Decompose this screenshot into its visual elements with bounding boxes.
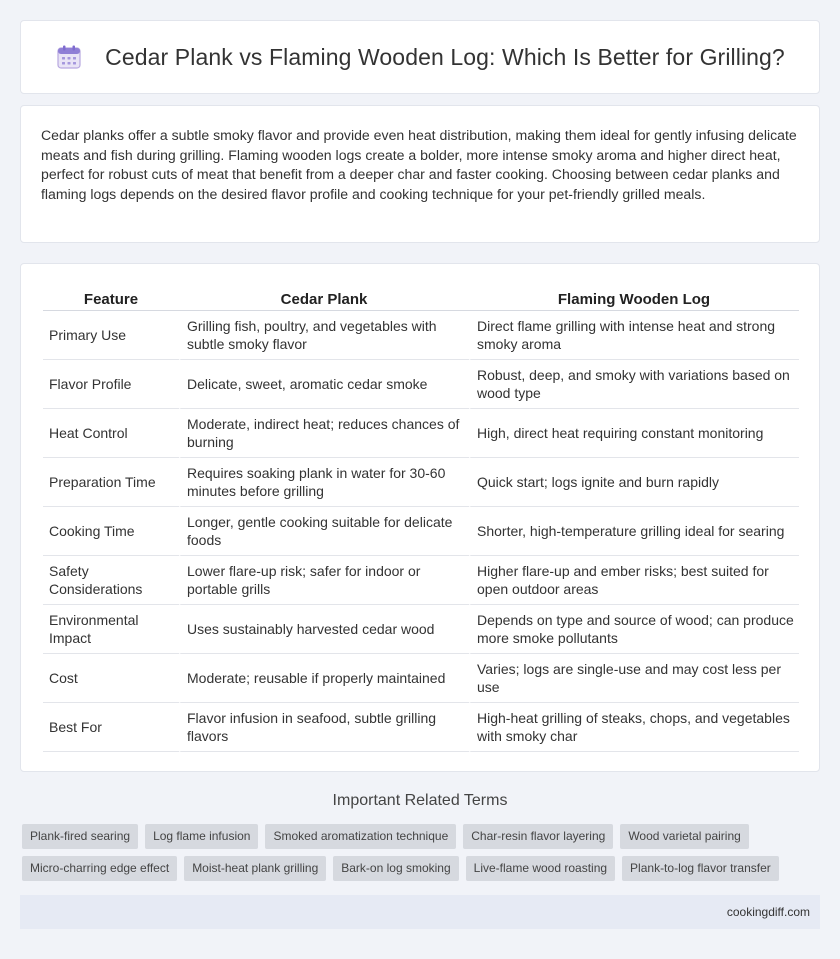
related-term-tag[interactable]: Bark-on log smoking [333, 856, 458, 881]
related-term-tag[interactable]: Plank-to-log flavor transfer [622, 856, 779, 881]
cedar-cell: Grilling fish, poultry, and vegetables with subtle smoky flavor [179, 311, 469, 360]
footer-site-link[interactable]: cookingdiff.com [726, 905, 810, 919]
table-row [43, 507, 799, 556]
comparison-table [43, 284, 799, 752]
page-title: Cedar Plank vs Flaming Wooden Log: Which Is Better for Grilling? [105, 43, 785, 70]
cedar-cell: Moderate; reusable if properly maintained [179, 654, 469, 703]
log-cell: High-heat grilling of steaks, chops, and vegetables with smoky char [469, 703, 799, 752]
log-cell: Higher flare-up and ember risks; best suited for open outdoor areas [469, 556, 799, 605]
comparison-table-card [20, 263, 820, 772]
table-row [43, 654, 799, 703]
title-card [20, 20, 820, 94]
log-cell: Direct flame grilling with intense heat and strong smoky aroma [469, 311, 799, 360]
intro-text: Cedar planks offer a subtle smoky flavor and provide even heat distribution, making them ideal for gently infusing delicate meats and fish during grilling. Flaming wooden logs create a bolder, more intense smoky aroma and higher direct heat, perfect for robust cuts of meat that benefit from a deeper char and faster cooking. Choosing between cedar planks and flaming logs depends on the desired flavor profile and cooking technique for your pet-friendly grilled meals. [41, 127, 797, 202]
header-flaming-log: Flaming Wooden Log [469, 284, 799, 311]
table-row [43, 605, 799, 654]
table-header-row [43, 284, 799, 311]
log-cell: Quick start; logs ignite and burn rapidly [469, 458, 799, 507]
related-term-tag[interactable]: Moist-heat plank grilling [184, 856, 326, 881]
log-cell: Depends on type and source of wood; can produce more smoke pollutants [469, 605, 799, 654]
log-cell: Varies; logs are single-use and may cost less per use [469, 654, 799, 703]
cedar-cell: Flavor infusion in seafood, subtle grilling flavors [179, 703, 469, 752]
feature-cell: Environmental Impact [43, 605, 179, 654]
table-row [43, 409, 799, 458]
footer [20, 895, 820, 929]
intro-card [20, 105, 820, 243]
table-row [43, 311, 799, 360]
feature-cell: Safety Considerations [43, 556, 179, 605]
related-term-tag[interactable]: Plank-fired searing [22, 824, 138, 849]
table-row [43, 458, 799, 507]
cedar-cell: Moderate, indirect heat; reduces chances of burning [179, 409, 469, 458]
related-terms-list [22, 824, 822, 888]
feature-cell: Cooking Time [43, 507, 179, 556]
related-terms-title: Important Related Terms [332, 792, 508, 809]
table-row [43, 703, 799, 752]
feature-cell: Heat Control [43, 409, 179, 458]
feature-cell: Cost [43, 654, 179, 703]
cedar-cell: Longer, gentle cooking suitable for delicate foods [179, 507, 469, 556]
table-row [43, 360, 799, 409]
feature-cell: Primary Use [43, 311, 179, 360]
cedar-cell: Lower flare-up risk; safer for indoor or portable grills [179, 556, 469, 605]
calendar-icon [55, 43, 83, 71]
table-row [43, 556, 799, 605]
log-cell: High, direct heat requiring constant monitoring [469, 409, 799, 458]
related-term-tag[interactable]: Smoked aromatization technique [265, 824, 456, 849]
related-term-tag[interactable]: Log flame infusion [145, 824, 258, 849]
feature-cell: Preparation Time [43, 458, 179, 507]
related-term-tag[interactable]: Wood varietal pairing [620, 824, 749, 849]
related-term-tag[interactable]: Live-flame wood roasting [466, 856, 615, 881]
cedar-cell: Uses sustainably harvested cedar wood [179, 605, 469, 654]
cedar-cell: Delicate, sweet, aromatic cedar smoke [179, 360, 469, 409]
log-cell: Shorter, high-temperature grilling ideal for searing [469, 507, 799, 556]
header-cedar-plank: Cedar Plank [179, 284, 469, 311]
feature-cell: Flavor Profile [43, 360, 179, 409]
header-feature: Feature [43, 284, 179, 311]
feature-cell: Best For [43, 703, 179, 752]
related-term-tag[interactable]: Char-resin flavor layering [463, 824, 613, 849]
cedar-cell: Requires soaking plank in water for 30-60 minutes before grilling [179, 458, 469, 507]
log-cell: Robust, deep, and smoky with variations based on wood type [469, 360, 799, 409]
related-term-tag[interactable]: Micro-charring edge effect [22, 856, 177, 881]
